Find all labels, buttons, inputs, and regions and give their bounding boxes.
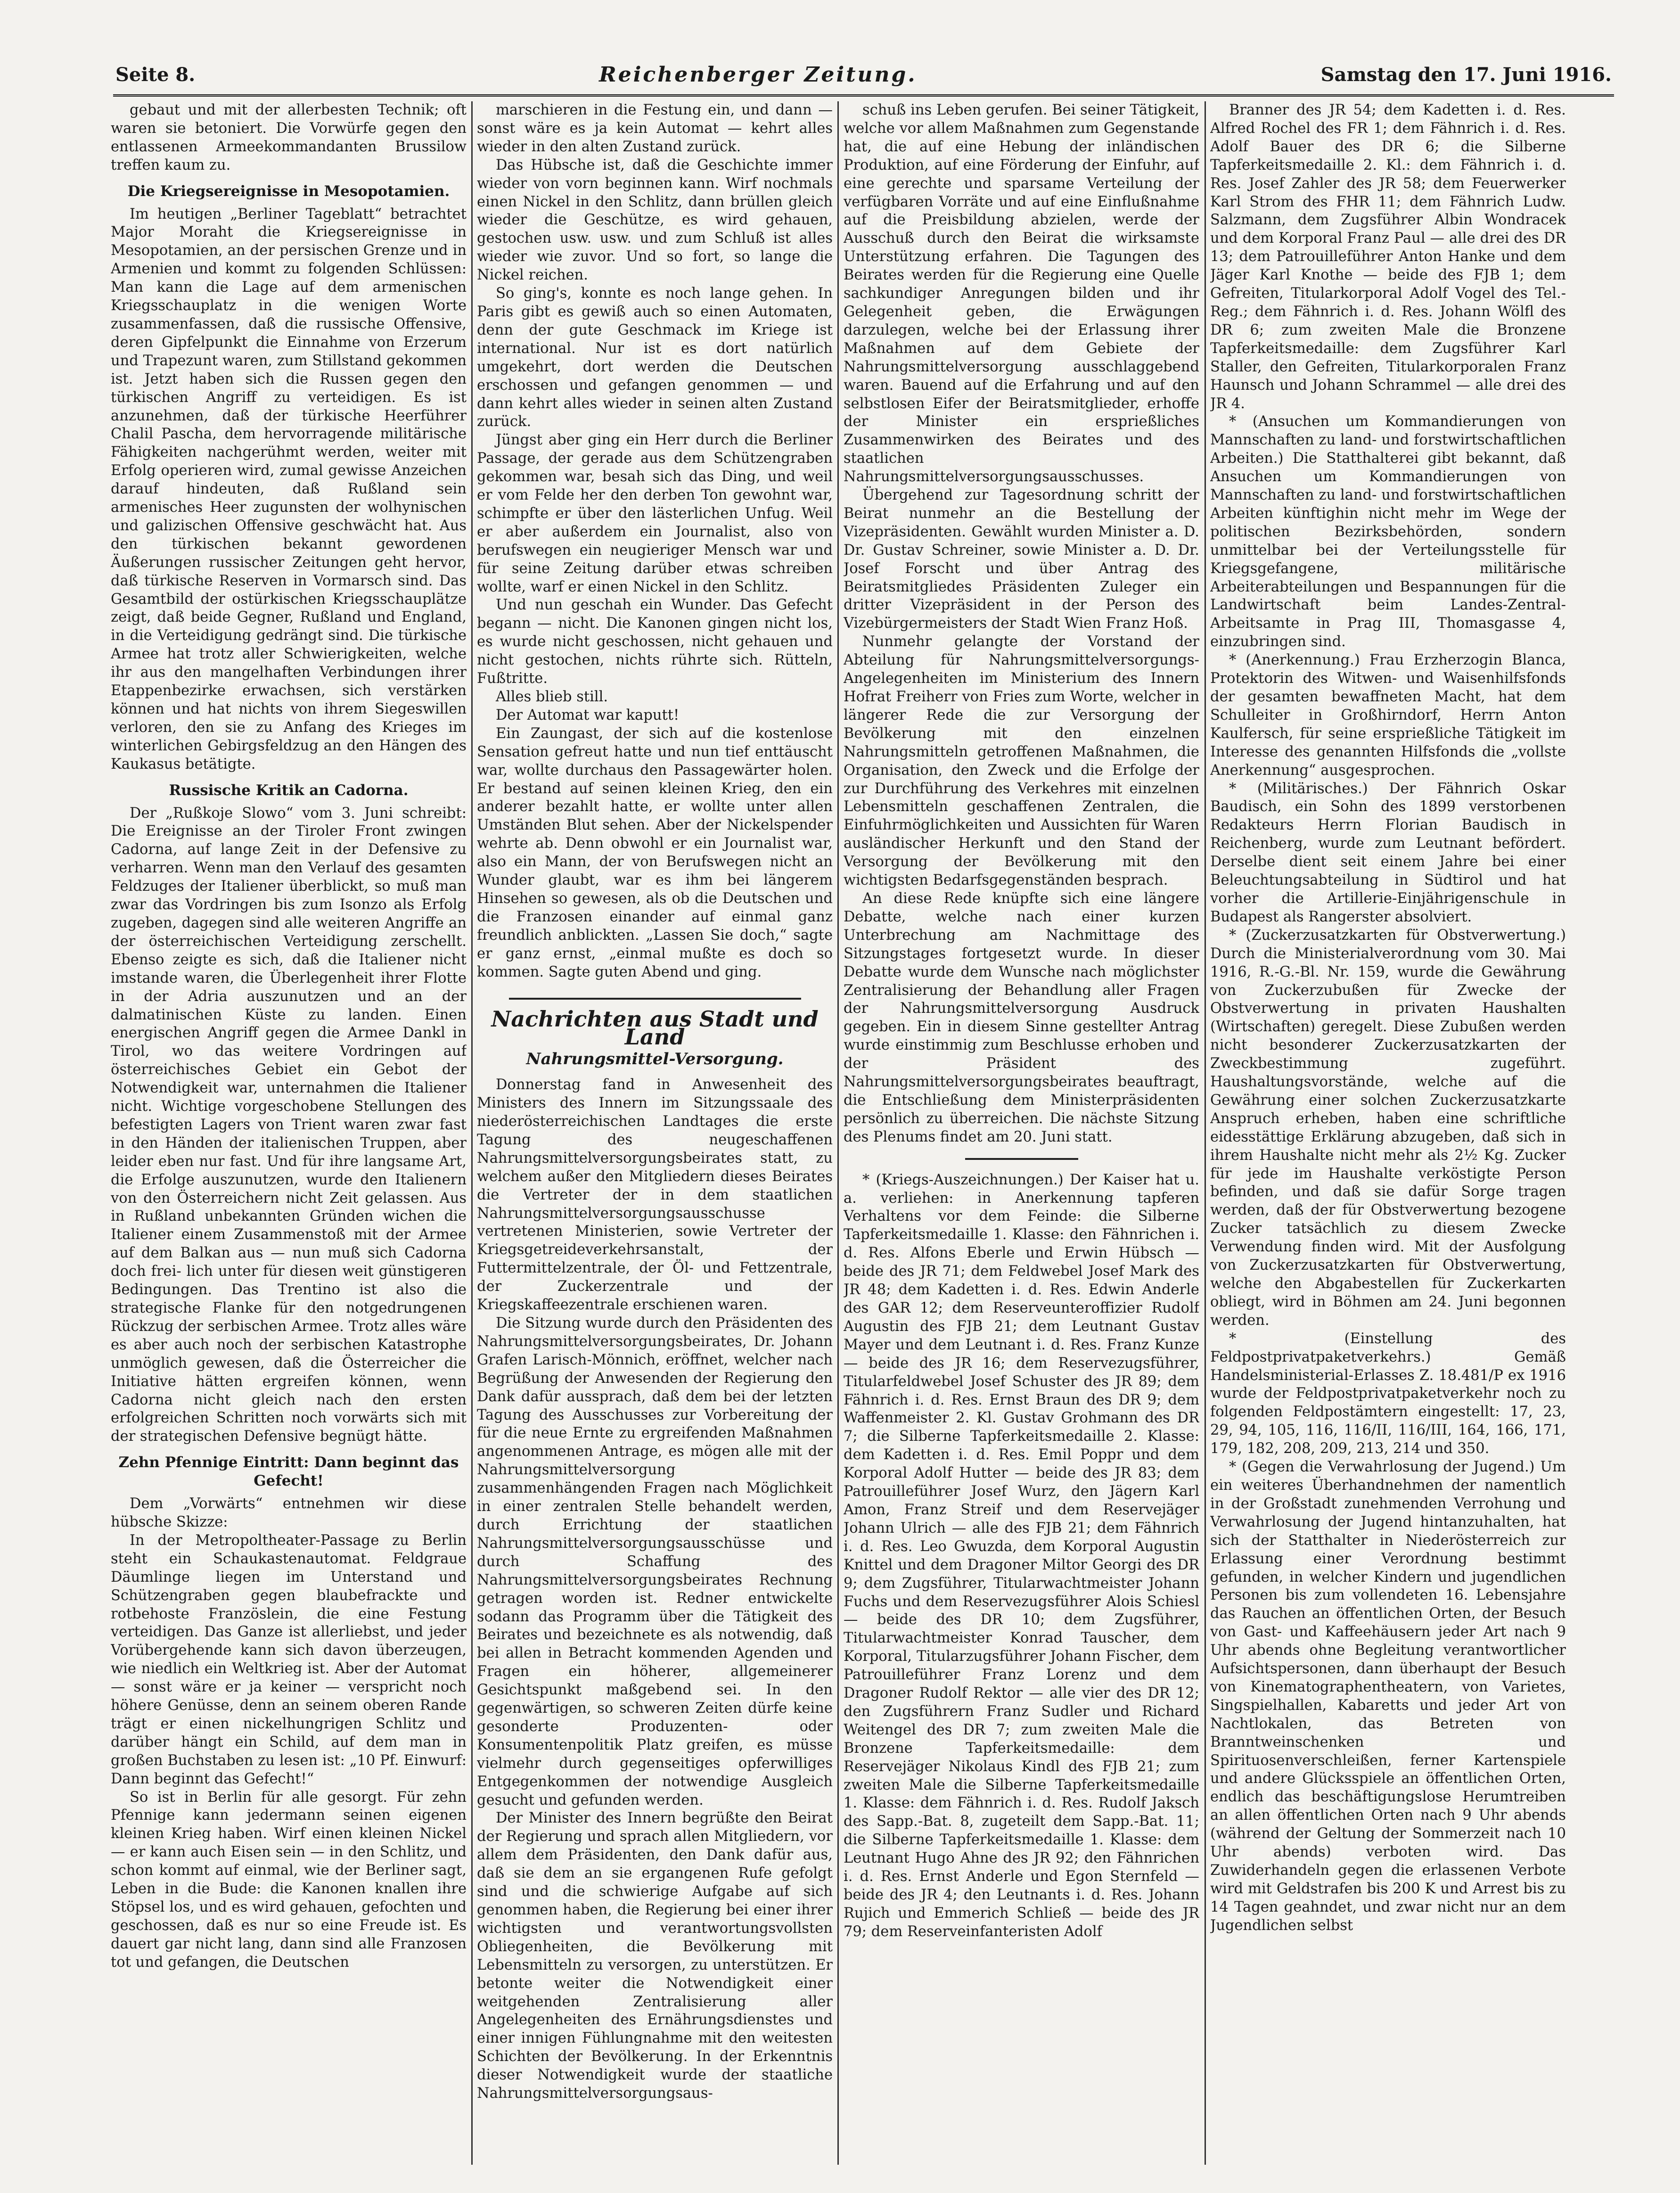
paragraph: gebaut und mit der allerbesten Technik; oft waren sie betoniert. Die Vorwürfe gegen den entlassenen Armeekommandanten Brussilow treffen kaum zu. <box>111 102 467 173</box>
rubric-heading: Nachrichten aus Stadt und Land <box>491 1006 819 1050</box>
paragraph: Ein Zaungast, der sich auf die kostenlose Sensation gefreut hatte und nun tief enttäuscht war, wollte durchaus den Passagewärter holen. Er bestand auf seinen kleinen Krieg, den ein anderer bezahlt hatte, er wollte unter allen Umständen Blut sehen. Aber der Nickelspender wehrte ab. Denn obwohl er ein Journalist war, also ein Mann, der von Berufswegen nicht an Wunder glaubt, war es ihm bei längerem Hinsehen so gewesen, als ob die Deutschen und die Franzosen einander auf einmal ganz freundlich anblickten. „Lassen Sie doch,“ sagte er ganz ernst, „einmal mußte es doch so kommen. Sagte guten Abend und ging. <box>477 725 833 980</box>
section-heading: Zehn Pfennige Eintritt: Dann beginnt das Gefecht! <box>118 1454 459 1490</box>
paragraph: Und nun geschah ein Wunder. Das Gefecht begann — nicht. Die Kanonen gingen nicht los, es wurde nicht geschossen, nicht gehauen und nicht gestochen, nichts rührte sich. Rütteln, Fußtritte. <box>477 597 833 687</box>
paragraph: Donnerstag fand in Anwesenheit des Ministers des Innern im Sitzungssaale des niederösterreichischen Landtages die erste Tagung des neugeschaffenen Nahrungsmittelversorgungsbeirates statt, zu welchem außer den Mitgliedern dieses Beirates die Vertreter der in dem staatlichen Nahrungsmittelversorgungsausschusse vertretenen Ministerien, sowie Vertreter der Kriegsgetreideverkehrsanstalt, der Futtermittelzentrale, der Öl- und Fettzentrale, der Zuckerzentrale und der Kriegskaffeezentrale erschienen waren. <box>477 1076 833 1314</box>
paragraph: * (Ansuchen um Kommandierungen von Mannschaften zu land- und forstwirtschaftlichen Arbeiten.) Die Statthalterei gibt bekannt, daß Ansuchen um Kommandierungen von Mannschaften zu land- und forstwirtschaftlichen Arbeiten künftighin nicht mehr im Wege der politischen Bezirksbehörden, sondern unmittelbar bei der Verteilungsstelle für Kriegsgefangene, militärische Arbeiterabteilungen und Bespannungen für die Landwirtschaft beim Landes-Zentral-Arbeitsamte in Prag III, Thomasgasse 4, einzubringen sind. <box>1210 413 1566 650</box>
section-heading: Russische Kritik an Cadorna. <box>169 781 409 799</box>
paragraph: An diese Rede knüpfte sich eine längere Debatte, welche nach einer kurzen Unterbrechung am Nachmittage des Sitzungstages fortgesetzt wurde. In dieser Debatte wurde dem Wunsche nach möglichster Zentralisierung der Behandlung aller Fragen der Nahrungsmittelversorgung Ausdruck gegeben. Ein in diesem Sinne gestellter Antrag wurde einstimmig zum Beschlusse erhoben und der Präsident des Nahrungsmittelversorgungsbeirates beauftragt, die Entschließung dem Ministerpräsidenten persönlich zu überreichen. Die nächste Sitzung des Plenums findet am 20. Juni statt. <box>844 890 1199 1145</box>
column-3 <box>844 101 1199 2165</box>
paragraph: Der „Rußkoje Slowo“ vom 3. Juni schreibt: Die Ereignisse an der Tiroler Front zwingen Cadorna, auf lange Zeit in der Defensive zu verharren. Wenn man den Verlauf des gesamten Feldzuges der Italiener überblickt, so muß man zwar das Vordringen bis zum Isonzo als Erfolg zugeben, dagegen sind alle weiteren Angriffe an der österreichischen Verteidigung zerschellt. Ebenso zeigte es sich, daß die Italiener nicht imstande waren, die Überlegenheit ihrer Flotte in der Adria auszunutzen und an der dalmatinischen Küste zu landen. Einen energischen Angriff gegen die Armee Dankl in Tirol, wo das weitere Vordringen auf österreichisches Gebiet ein Gebot der Notwendigkeit war, unternahmen die Italiener nicht. Wichtige vorgeschobene Stellungen des befestigten Lagers von Trient waren zwar fast in den Händen der italienischen Truppen, aber leider eben nur fast. Und für ihre langsame Art, die Erfolge auszunutzen, wurde den Italienern von den Österreichern nicht Zeit gelassen. Aus in Rußland unbekannten Gründen wichen die Italiener einem Zusammenstoß mit der Armee auf dem Balkan aus — nun muß sich Cadorna doch frei- lich unter für diesen weit günstigeren Bedingungen. Das Trentino ist also die strategische Flanke für den notgedrungenen Rückzug der serbischen Armee. Trotz alles wäre es aber auch noch der serbischen Katastrophe unmöglich gewesen, daß die Österreicher die Initiative hätten ergreifen können, wenn Cadorna nicht gleich nach den ersten erfolgreichen Schritten noch vorwärts sich mit der strategischen Defensive begnügt hätte. <box>111 805 467 1445</box>
paragraph: * (Zuckerzusatzkarten für Obstverwertung.) Durch die Ministerialverordnung vom 30. Mai 1916, R.-G.-Bl. Nr. 159, wurde die Gewährung von Zuckerzubußen für Zwecke der Obstverwertung in privaten Haushalten (Wirtschaften) geregelt. Diese Zubußen werden nicht besonderer Zuckerzusatzkarten der Zweckbestimmung zugeführt. Haushaltungsvorstände, welche auf die Gewährung einer solchen Zuckerzusatzkarte Anspruch erheben, haben eine schriftliche eidesstättige Erklärung abzugeben, daß sich in ihrem Haushalte nicht mehr als 2½ Kg. Zucker für jede im Haushalte verköstigte Person befinden, und daß sie dafür Sorge tragen werden, daß der für Obstverwertung bezogene Zucker tatsächlich zu diesem Zwecke Verwendung finden wird. Mit der Ausfolgung von Zuckerzusatzkarten für Obstverwertung, welche den Abgabestellen für Zuckerkarten obliegt, wird in Böhmen am 24. Juni begonnen werden. <box>1210 927 1566 1329</box>
paragraph: * (Gegen die Verwahrlosung der Jugend.) Um ein weiteres Überhandnehmen der namentlich in der Großstadt zunehmenden Verrohung und Verwahrlosung der Jugend hintanzuhalten, hat sich der Statthalter in Niederösterreich zur Erlassung einer Verordnung bestimmt gefunden, in welcher Kindern und jugendlichen Personen bis zum vollendeten 16. Lebensjahre das Rauchen an öffentlichen Orten, der Besuch von Gast- und Kaffeehäusern jeder Art nach 9 Uhr abends ohne Begleitung verantwortlicher Aufsichtspersonen, dann überhaupt der Besuch von Kinematographentheatern, von Varietes, Singspielhallen, Kabaretts und jeder Art von Nachtlokalen, das Betreten von Branntweinschenken und Spirituosenverschleißen, ferner Kartenspiele und andere Glücksspiele an öffentlichen Orten, endlich das beschäftigungslose Herumtreiben an allen öffentlichen Orten nach 9 Uhr abends (während der Geltung der Sommerzeit nach 10 Uhr abends) verboten wird. Das Zuwiderhandeln gegen die erlassenen Verbote wird mit Geldstrafen bis 200 K und Arrest bis zu 14 Tagen geahndet, und zwar nicht nur an dem Jugendlichen selbst <box>1210 1459 1566 1934</box>
article-heading: Nahrungsmittel-Versorgung. <box>526 1050 784 1069</box>
paragraph: Branner des JR 54; dem Kadetten i. d. Res. Alfred Rochel des FR 1; dem Fähnrich i. d. Res. Adolf Bauer des DR 6; die Silberne Tapferkeitsmedaille 2. Kl.: dem Fähnrich i. d. Res. Josef Zahler des JR 58; dem Feuerwerker Karl Strom des FHR 11; dem Fähnrich Ludw. Salzmann, dem Zugsführer Albin Wondracek und dem Korporal Franz Paul — alle drei des DR 13; dem Patrouilleführer Anton Hanke und dem Jäger Karl Knothe — beide des FJB 1; dem Gefreiten, Titularkorporal Adolf Vogel des Tel.-Reg.; dem Fähnrich i. d. Res. Johann Wölfl des DR 6; zum zweiten Male die Bronzene Tapferkeitsmedaille: dem Zugsführer Karl Staller, den Gefreiten, Titularkorporalen Franz Haunsch und Johann Schrammel — alle drei des JR 4. <box>1210 102 1566 412</box>
issue-date: Samstag den 17. Juni 1916. <box>1320 63 1612 86</box>
paragraph: Das Hübsche ist, daß die Geschichte immer wieder von vorn beginnen kann. Wirf nochmals einen Nickel in den Schlitz, dann brüllen gleich wieder die Geschütze, es wird gehauen, gestochen usw. usw. und zum Schluß ist alles wieder wie zuvor. Und so fort, so lange die Nickel reichen. <box>477 156 833 284</box>
section-heading: Die Kriegsereignisse in Mesopotamien. <box>127 182 450 200</box>
paragraph: Der Minister des Innern begrüßte den Beirat der Regierung und sprach allen Mitgliedern, vor allem dem Präsidenten, den Dank dafür aus, daß sie dem an sie ergangenen Rufe gefolgt sind und die schwierige Aufgabe auf sich genommen haben, die Regierung bei einer ihrer wichtigsten und verantwortungsvollsten Obliegenheiten, die Bevölkerung mit Lebensmitteln zu versorgen, zu unterstützen. Er betonte weiter die Notwendigkeit einer weitgehenden Zentralisierung aller Angelegenheiten des Ernährungsdienstes und einer innigen Fühlungnahme mit den weitesten Schichten der Bevölkerung. In der Erkenntnis dieser Notwendigkeit wurde der staatliche Nahrungsmittelversorgungsaus- <box>477 1810 833 2102</box>
paragraph: Nunmehr gelangte der Vorstand der Abteilung für Nahrungsmittelversorgungs-Angelegenheiten im Ministerium des Innern Hofrat Freiherr von Fries zum Worte, welcher in längerer Rede die zur Versorgung der Bevölkerung mit den einzelnen Nahrungsmitteln getroffenen Maßnahmen, die Organisation, den Zweck und die Erfolge der zur Durchführung des Verkehres mit einzelnen Lebensmitteln geschaffenen Zentralen, die Einfuhrmöglichkeiten und Aussichten für Waren ausländischer Herkunft und den Stand der Versorgung der Bevölkerung mit den wichtigsten Bedarfsgegenständen besprach. <box>844 633 1199 889</box>
column-2 <box>477 101 833 2165</box>
paragraph: Die Sitzung wurde durch den Präsidenten des Nahrungsmittelversorgungsbeirates, Dr. Johann Grafen Larisch-Mönnich, eröffnet, welcher nach Begrüßung der Anwesenden der Regierung den Dank dafür aussprach, daß dem bei der letzten Tagung des Ausschusses zur Vorbereitung der für die neue Ernte zu ergreifenden Maßnahmen angenommenen Antrage, es mögen alle mit der Nahrungsmittelversorgung zusammenhängenden Fragen nach Möglichkeit in einer zentralen Stelle behandelt werden, durch Errichtung der staatlichen Nahrungsmittelversorgungsausschüsse und durch Schaffung des Nahrungsmittelversorgungsbeirates Rechnung getragen worden ist. Redner entwickelte sodann das Programm über die Tätigkeit des Beirates und bezeichnete es als notwendig, daß bei allen in Betracht kommenden Agenden und Fragen ein höherer, allgemeinerer Gesichtspunkt maßgebend sei. In den gegenwärtigen, so schweren Zeiten dürfe keine gesonderte Produzenten- oder Konsumentenpolitik Platz greifen, es müsse vielmehr durch gegenseitiges opferwilliges Entgegenkommen der notwendige Ausgleich gesucht und gefunden werden. <box>477 1315 833 1808</box>
header-rule <box>113 94 1614 97</box>
paragraph: Der Automat war kaputt! <box>496 706 680 723</box>
paragraph: Übergehend zur Tagesordnung schritt der Beirat nunmehr an die Bestellung der Vizepräsidenten. Gewählt wurden Minister a. D. Dr. Gustav Schreiner, sowie Minister a. D. Dr. Josef Forscht und über Antrag des Beiratsmitgliedes Präsidenten Zuleger ein dritter Vizepräsident in der Person des Vizebürgermeisters der Stadt Wien Franz Hoß. <box>844 487 1199 632</box>
paragraph: In der Metropoltheater-Passage zu Berlin steht ein Schaukastenautomat. Feldgraue Däumlinge liegen im Unterstand und Schützengraben gegen blaubefrackte und rotbehoste Französlein, die eine Festung verteidigen. Das Ganze ist allerliebst, und jeder Vorübergehende kann sich davon überzeugen, wie niedlich ein Weltkrieg ist. Aber der Automat — sonst wäre er ja keiner — verspricht noch höhere Genüsse, denn an seinem oberen Rande trägt er einen nickelhungrigen Schlitz und darüber hängt ein Schild, auf dem man in großen Buchstaben zu lesen ist: „10 Pf. Einwurf: Dann beginnt das Gefecht!“ <box>111 1532 467 1787</box>
paragraph: Im heutigen „Berliner Tageblatt“ betrachtet Major Moraht die Kriegsereignisse in Mesopotamien, an der persischen Grenze und in Armenien und kommt zu folgenden Schlüssen: Man kann die Lage auf dem armenischen Kriegsschauplatz in die wenigen Worte zusammenfassen, daß die russische Offensive, deren Gipfelpunkt die Einnahme von Erzerum und Trapezunt waren, zum Stillstand gekommen ist. Jetzt haben sich die Russen gegen den türkischen Angriff zu verteidigen. Es ist anzunehmen, daß der türkische Heerführer Chalil Pascha, dem hervorragende militärische Fähigkeiten nachgerühmt werden, weiter mit Erfolg operieren wird, zumal gewisse Anzeichen darauf hindeuten, daß Rußland sein armenisches Heer zugunsten der wolhynischen und galizischen Offensive geschwächt hat. Aus den türkischen bekannt gewordenen Äußerungen russischer Zeitungen geht hervor, daß türkische Reserven in Vormarsch sind. Das Gesamtbild der ostürkischen Kriegsschauplätze zeigt, daß beide Gegner, Rußland und England, in die Verteidigung gedrängt sind. Die türkische Armee hat trotz aller Schwierigkeiten, welche ihr aus den mangelhaften Verbindungen ihrer Etappenbezirke erwachsen, sich verstärken können und hat nichts von ihrem Siegeswillen verloren, den sie zu Anfang des Krieges im winterlichen Gebirgsfeldzug an den Hängen des Kaukasus betätigte. <box>111 205 467 772</box>
paragraph: * (Militärisches.) Der Fähnrich Oskar Baudisch, ein Sohn des 1899 verstorbenen Redakteurs Herrn Florian Baudisch in Reichenberg, wurde zum Leutnant befördert. Derselbe dient seit einem Jahre bei einer Beleuchtungsabteilung in Südtirol und hat vorher die Artillerie-Einjährigenschule in Budapest als Rangerster absolviert. <box>1210 780 1566 925</box>
paragraph: marschieren in die Festung ein, und dann — sonst wäre es ja kein Automat — kehrt alles wieder in den alten Zustand zurück. <box>477 102 833 155</box>
paragraph: So ist in Berlin für alle gesorgt. Für zehn Pfennige kann jedermann seinen eigenen kleinen Krieg haben. Wirf einen kleinen Nickel — er kann auch Eisen sein — in den Schlitz, und schon kommt auf einmal, wie der Berliner sagt, Leben in die Bude: die Kanonen knallen ihre Stöpsel los, und es wird gehauen, gefochten und geschossen, daß es nur so eine Freude ist. Es dauert gar nicht lang, dann sind alle Franzosen tot und gefangen, die Deutschen <box>111 1789 467 1971</box>
paragraph: * (Anerkennung.) Frau Erzherzogin Blanca, Protektorin des Witwen- und Waisenhilfsfonds der gesamten bewaffneten Macht, hat dem Schulleiter in Großhirndorf, Herrn Anton Kaulfersch, für seine ersprießliche Tätigkeit im Interesse des genannten Hilfsfonds die „vollste Anerkennung“ ausgesprochen. <box>1210 652 1566 779</box>
paragraph: * (Einstellung des Feldpostprivatpaketverkehrs.) Gemäß Handelsministerial-Erlasses Z. 18.481/P ex 1916 wurde der Feldpostprivatpaketverkehr noch zu folgenden Feldpostämtern eingestellt: 17, 23, 29, 94, 105, 116, 116/II, 116/III, 164, 166, 171, 179, 182, 208, 209, 213, 214 und 350. <box>1210 1330 1566 1457</box>
column-divider <box>471 101 473 2165</box>
separator-rule <box>509 998 801 1000</box>
paragraph: So ging's, konnte es noch lange gehen. In Paris gibt es gewiß auch so einen Automaten, denn der gute Geschmack im Kriege ist international. Nur ist es dort natürlich umgekehrt, dort werden die Deutschen erschossen und gefangen genommen — und dann kehrt alles wieder in seinen alten Zustand zurück. <box>477 285 833 430</box>
column-divider <box>837 101 839 2165</box>
newspaper-title: Reichenberger Zeitung. <box>599 62 917 87</box>
paragraph: * (Kriegs-Auszeichnungen.) Der Kaiser hat u. a. verliehen: in Anerkennung tapferen Verhaltens vor dem Feinde: die Silberne Tapferkeitsmedaille 1. Klasse: den Fähnrichen i. d. Res. Alfons Eberle und Erwin Hübsch — beide des JR 71; dem Feldwebel Josef Mark des JR 48; dem Kadetten i. d. Res. Edwin Anderle des GAR 12; dem Reserveunteroffizier Rudolf Augustin des FJB 21; dem Leutnant Gustav Mayer und dem Leutnant i. d. Res. Franz Kunze — beide des JR 16; dem Reservezugsführer, Titularfeldwebel Josef Schuster des JR 89; dem Fähnrich i. d. Res. Ernst Braun des DR 9; dem Waffenmeister 2. Kl. Gustav Grohmann des DR 7; die Silberne Tapferkeitsmedaille 2. Klasse: dem Kadetten i. d. Res. Emil Poppr und dem Korporal Adolf Hutter — beide des JR 83; dem Patrouilleführer Josef Wurz, den Jägern Karl Amon, Franz Streif und dem Reservejäger Johann Ulrich — alle des FJB 21; dem Fähnrich i. d. Res. Leo Gwuzda, dem Korporal Augustin Knittel und dem Dragoner Miltor Georgi des DR 9; dem Zugsführer, Titularwachtmeister Johann Fuchs und dem Reservezugsführer Alois Schiesl — beide des DR 10; dem Zugsführer, Titularwachtmeister Konrad Tauscher, dem Korporal, Titularzugsführer Johann Fischer, dem Patrouilleführer Franz Lorenz und dem Dragoner Rudolf Rektor — alle vier des DR 12; den Zugsführern Franz Sudler und Richard Weitengel des DR 7; zum zweiten Male die Bronzene Tapferkeitsmedaille: dem Reservejäger Nikolaus Kindl des FJB 21; zum zweiten Male die Silberne Tapferkeitsmedaille 1. Klasse: dem Fähnrich i. d. Res. Rudolf Jaksch des Sapp.-Bat. 8, zugeteilt dem Sapp.-Bat. 11; die Silberne Tapferkeitsmedaille 1. Klasse: dem Leutnant Hugo Ahne des JR 92; den Fähnrichen i. d. Res. Ernst Anderle und Egon Sternfeld — beide des JR 4; den Leutnants i. d. Res. Johann Rujich und Emmerich Schließ — beide des JR 79; dem Reserveinfanteristen Adolf <box>844 1171 1199 1940</box>
paragraph: Alles blieb still. <box>496 689 608 705</box>
column-4 <box>1210 101 1566 2165</box>
column-divider <box>1205 101 1206 2165</box>
paragraph: schuß ins Leben gerufen. Bei seiner Tätigkeit, welche vor allem Maßnahmen zum Gegenstande hat, die auf eine Hebung der inländischen Produktion, auf eine Förderung der Einfuhr, auf eine gerechte und sparsame Verteilung der verfügbaren Vorräte und auf eine Einflußnahme auf die Preisbildung abzielen, werde der Ausschuß durch den Beirat die wirksamste Unterstützung erfahren. Die Tagungen des Beirates werden für die Regierung eine Quelle sachkundiger Anregungen bilden und ihr Gelegenheit geben, die Erwägungen darzulegen, welche bei der Erlassung ihrer Maßnahmen auf dem Gebiete der Nahrungsmittelversorgung ausschlaggebend waren. Bauend auf die Erfahrung und auf den selbstlosen Eifer der Beiratsmitglieder, erhoffe der Minister ein ersprießliches Zusammenwirken des Beirates und des staatlichen Nahrungsmittelversorgungsausschusses. <box>844 102 1199 485</box>
paragraph: Jüngst aber ging ein Herr durch die Berliner Passage, der gerade aus dem Schützengraben gekommen war, besah sich das Ding, und weil er vom Felde her den derben Ton gewohnt war, schimpfte er über den lästerlichen Unfug. Weil er aber außerdem ein Journalist, also von berufswegen ein neugieriger Mensch war und für seine Zeitung darüber etwas schreiben wollte, warf er einen Nickel in den Schlitz. <box>477 432 833 595</box>
page-number: Seite 8. <box>115 63 196 86</box>
paragraph: Dem „Vorwärts“ entnehmen wir diese hübsche Skizze: <box>111 1495 467 1530</box>
separator-rule <box>965 1158 1078 1160</box>
column-1 <box>111 101 467 2165</box>
page-header <box>115 51 1612 98</box>
